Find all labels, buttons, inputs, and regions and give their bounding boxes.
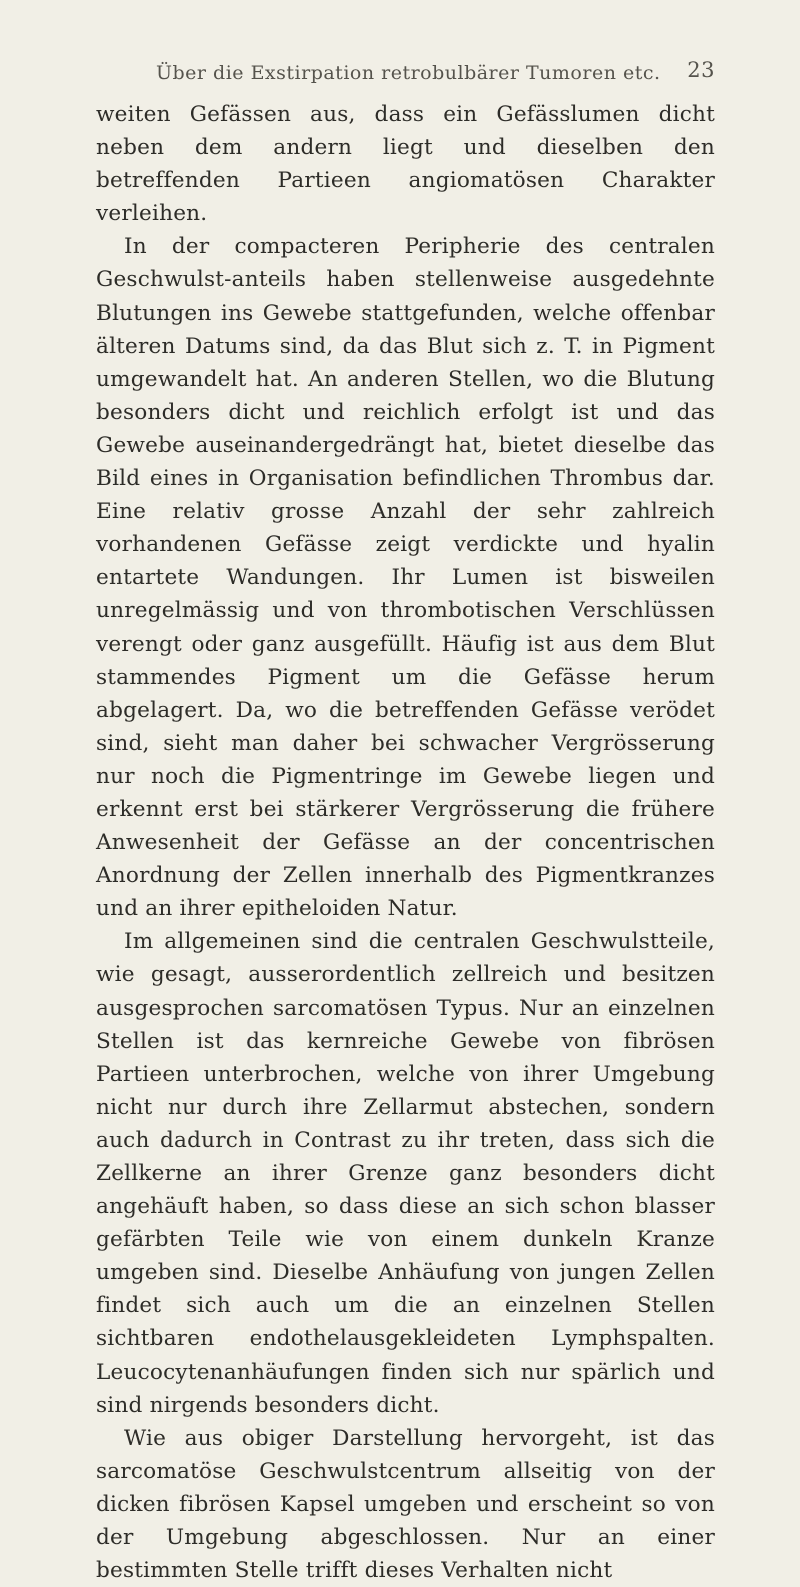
page-number: 23 xyxy=(687,58,715,82)
running-head xyxy=(96,58,715,98)
running-title: Über die Exstirpation retrobulbärer Tumoren etc. xyxy=(156,62,661,84)
paragraph: Wie aus obiger Darstellung hervorgeht, ist das sarcomatöse Geschwulstcentrum allseitig von der dicken fibrösen Kapsel umgeben und erscheint so von der Umgebung abgeschlossen. Nur an einer bestimmten Stelle trifft dieses Verhalten nicht xyxy=(96,1425,715,1584)
paragraph: Im allgemeinen sind die centralen Geschwulstteile, wie gesagt, ausserordentlich zellreich und besitzen ausgesprochen sarcomatösen Typus. Nur an einzelnen Stellen ist das kernreiche Gewebe von fibrösen Partieen unterbrochen, welche von ihrer Umgebung nicht nur durch ihre Zellarmut abstechen, sondern auch dadurch in Contrast zu ihr treten, dass sich die Zellkerne an ihrer Grenze ganz besonders dicht angehäuft haben, so dass diese an sich schon blasser gefärbten Teile wie von einem dunkeln Kranze umgeben sind. Dieselbe Anhäufung von jungen Zellen findet sich auch um die an einzelnen Stellen sichtbaren endothelausgekleideten Lymphspalten. Leucocytenanhäufungen finden sich nur spärlich und sind nirgends besonders dicht. xyxy=(96,929,715,1418)
paragraph-continued: weiten Gefässen aus, dass ein Gefässlumen dicht neben dem andern liegt und dieselben den betreffenden Partieen angiomatösen Charakter verleihen. xyxy=(96,102,715,227)
body-text xyxy=(96,98,715,1587)
paragraph: In der compacteren Peripherie des centralen Geschwulst-anteils haben stellenweise ausgedehnte Blutungen ins Gewebe stattgefunden, welche offenbar älteren Datums sind, da das Blut sich z. T. in Pigment umgewandelt hat. An anderen Stellen, wo die Blutung besonders dicht und reichlich erfolgt ist und das Gewebe auseinandergedrängt hat, bietet dieselbe das Bild eines in Organisation befindlichen Thrombus dar. Eine relativ grosse Anzahl der sehr zahlreich vorhandenen Gefässe zeigt verdickte und hyalin entartete Wandungen. Ihr Lumen ist bisweilen unregelmässig und von thrombotischen Verschlüssen verengt oder ganz ausgefüllt. Häufig ist aus dem Blut stammendes Pigment um die Gefässe herum abgelagert. Da, wo die betreffenden Gefässe verödet sind, sieht man daher bei schwacher Vergrösserung nur noch die Pigmentringe im Gewebe liegen und erkennt erst bei stärkerer Vergrösserung die frühere Anwesenheit der Gefässe an der concentrischen Anordnung der Zellen innerhalb des Pigmentkranzes und an ihrer epitheloiden Natur. xyxy=(96,234,715,922)
